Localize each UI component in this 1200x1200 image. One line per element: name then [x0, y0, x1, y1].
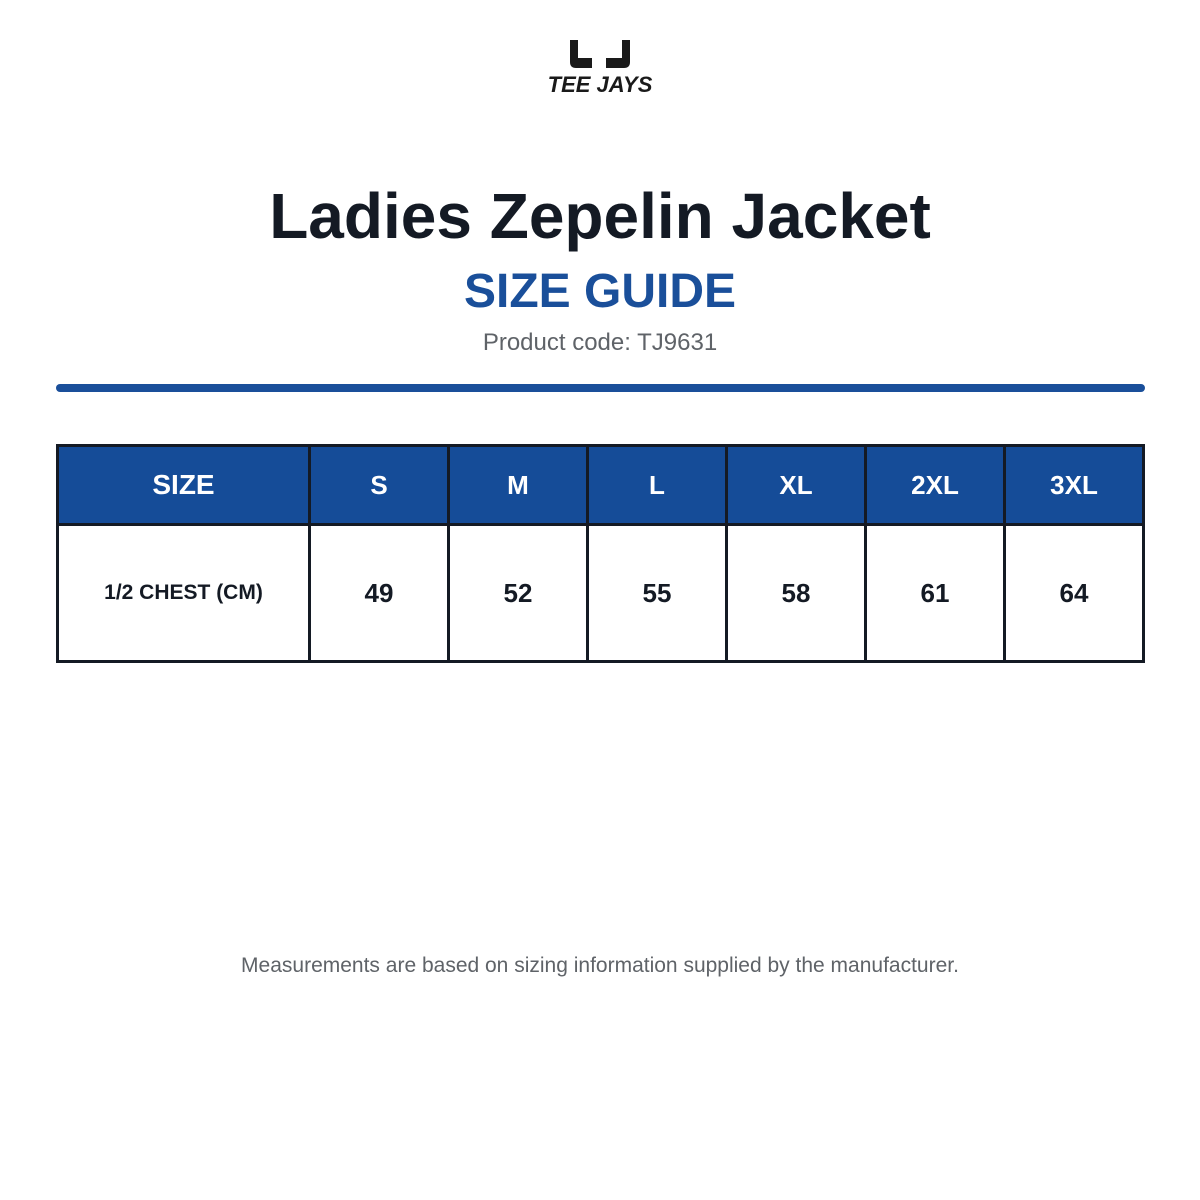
size-guide-table	[56, 444, 1145, 663]
svg-text:TEE JAYS: TEE JAYS	[547, 72, 653, 97]
tee-jays-logo-icon	[520, 36, 680, 100]
measurement-footnote: Measurements are based on sizing information supplied by the manufacturer.	[241, 954, 959, 977]
size-header-3xl: 3XL	[1005, 446, 1144, 525]
size-header-m: M	[449, 446, 588, 525]
chest-value-xl: 58	[727, 525, 866, 662]
page-title: Ladies Zepelin Jacket	[269, 180, 931, 252]
brand-logo	[520, 36, 680, 100]
chest-value-2xl: 61	[866, 525, 1005, 662]
table-header-row	[58, 446, 1144, 525]
size-header-2xl: 2XL	[866, 446, 1005, 525]
table-row	[58, 525, 1144, 662]
size-header-s: S	[310, 446, 449, 525]
size-header-cell: SIZE	[58, 446, 310, 525]
chest-value-3xl: 64	[1005, 525, 1144, 662]
size-header-l: L	[588, 446, 727, 525]
row-label-chest: 1/2 CHEST (CM)	[58, 525, 310, 662]
page-subtitle: SIZE GUIDE	[463, 265, 737, 318]
product-code: Product code: TJ9631	[482, 329, 718, 356]
chest-value-l: 55	[588, 525, 727, 662]
chest-value-m: 52	[449, 525, 588, 662]
header-divider	[56, 384, 1145, 392]
chest-value-s: 49	[310, 525, 449, 662]
size-header-xl: XL	[727, 446, 866, 525]
